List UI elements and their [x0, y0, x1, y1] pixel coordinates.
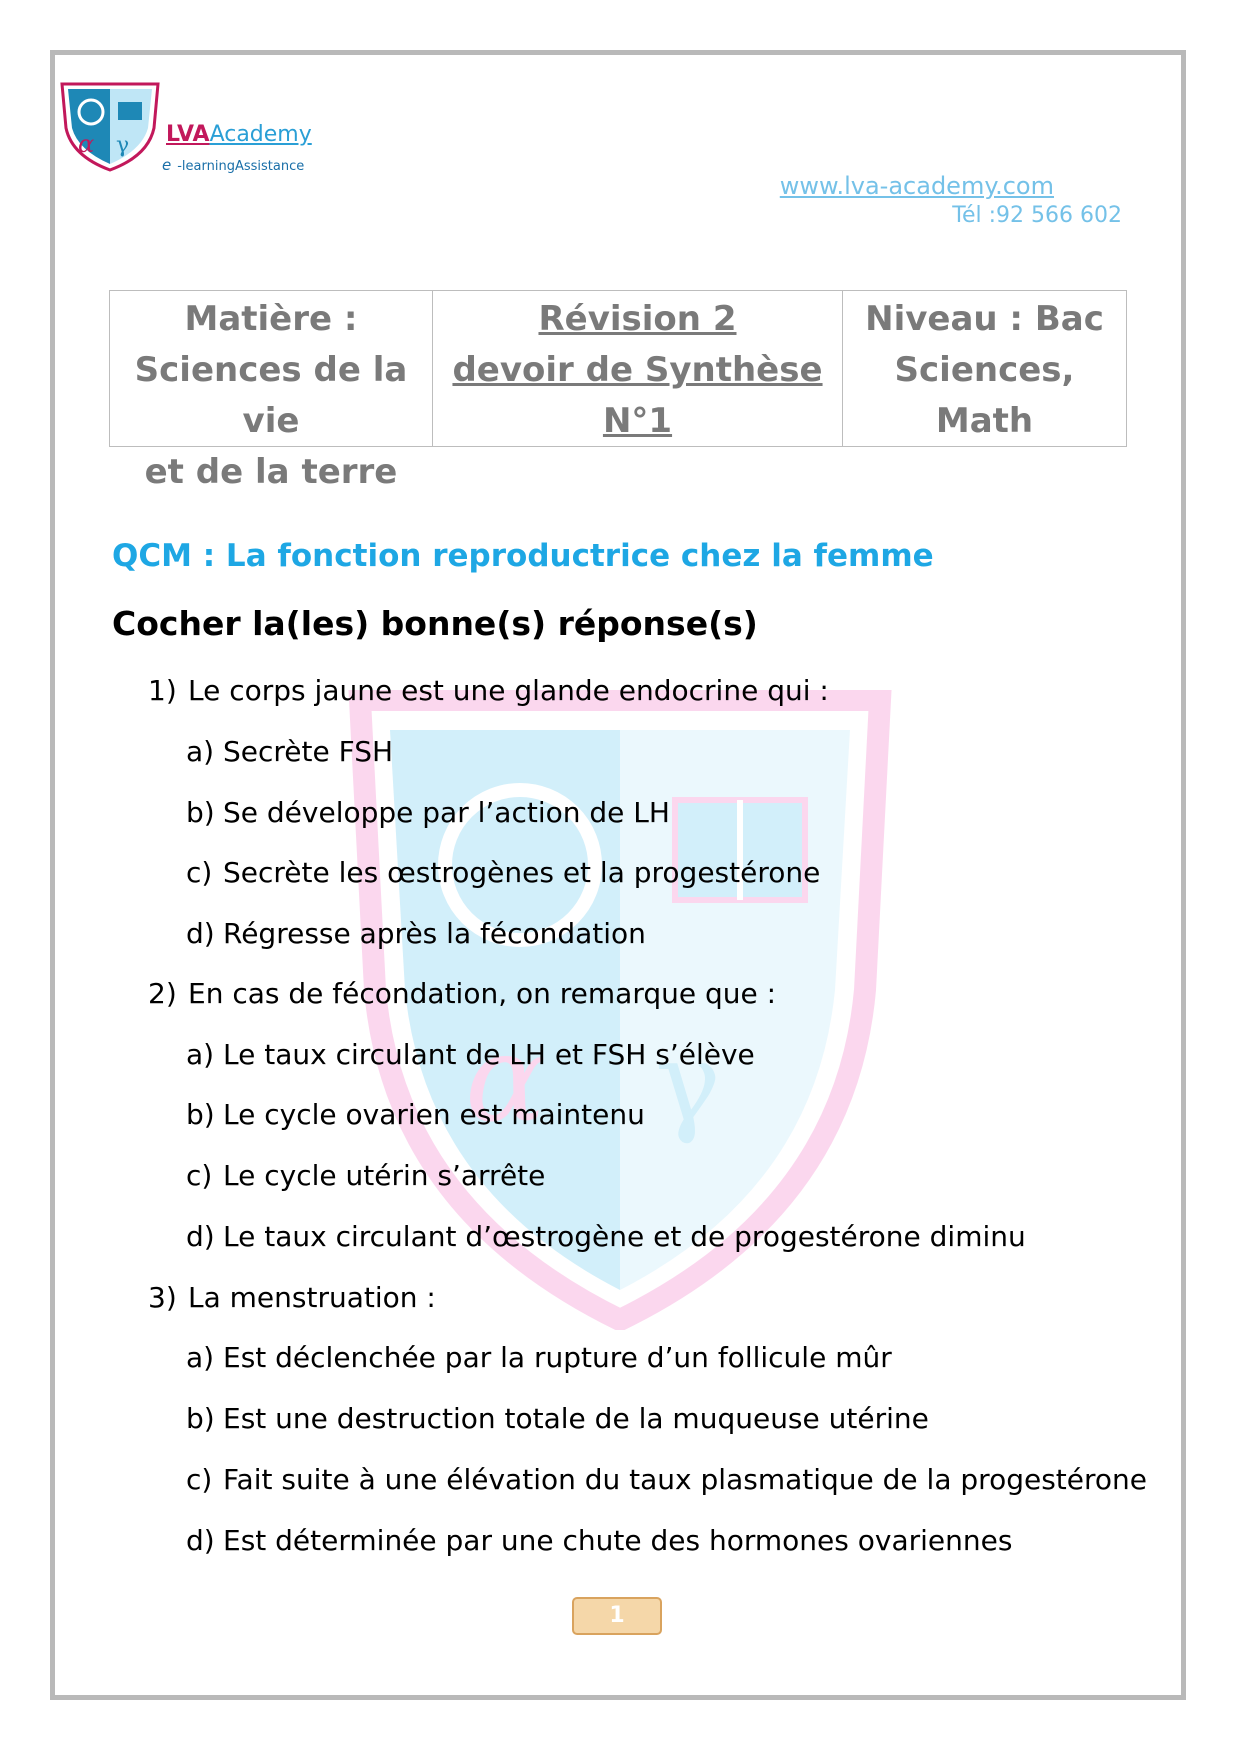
- option-text: Est déterminée par une chute des hormones ovariennes: [223, 1524, 1013, 1557]
- option-2c[interactable]: [186, 1159, 545, 1192]
- level-line-2: Sciences, Math: [894, 350, 1075, 441]
- option-3a[interactable]: [186, 1341, 892, 1374]
- svg-text:α: α: [465, 1010, 547, 1149]
- brand-tagline: [162, 156, 304, 174]
- option-2d[interactable]: [186, 1220, 1026, 1253]
- option-letter: d): [186, 1524, 215, 1557]
- option-text: Fait suite à une élévation du taux plasmatique de la progestérone: [223, 1463, 1147, 1496]
- qcm-title: QCM : La fonction reproductrice chez la femme: [112, 538, 934, 574]
- phone-number: Tél :92 566 602: [952, 203, 1122, 228]
- lva-academy-logo-icon: [58, 80, 162, 172]
- tagline-text: -learningAssistance: [177, 159, 305, 174]
- option-letter: c): [186, 1159, 213, 1192]
- option-letter: b): [186, 796, 215, 829]
- option-1a[interactable]: [186, 735, 393, 768]
- exam-cell: [433, 291, 843, 446]
- option-text: Le cycle ovarien est maintenu: [223, 1098, 645, 1131]
- question-3: [148, 1281, 436, 1314]
- question-text: La menstruation :: [188, 1281, 436, 1314]
- exam-line-1: Révision 2: [538, 299, 737, 339]
- level-cell: [843, 291, 1126, 446]
- option-letter: a): [186, 1038, 215, 1071]
- option-text: Secrète FSH: [223, 735, 394, 768]
- option-3c[interactable]: [186, 1463, 1147, 1496]
- brand-academy: Academy: [209, 122, 312, 147]
- brand-name: [166, 122, 312, 148]
- exam-line-2: devoir de Synthèse: [452, 350, 823, 390]
- tagline-e: e: [162, 156, 172, 174]
- option-3d[interactable]: [186, 1524, 1012, 1557]
- question-text: En cas de fécondation, on remarque que :: [188, 977, 777, 1010]
- page-number: 1: [572, 1597, 662, 1635]
- option-text: Le taux circulant de LH et FSH s’élève: [223, 1038, 755, 1071]
- option-text: Régresse après la fécondation: [223, 917, 646, 950]
- option-text: Est une destruction totale de la muqueuse utérine: [223, 1402, 929, 1435]
- option-text: Le taux circulant d’œstrogène et de progestérone diminu: [223, 1220, 1026, 1253]
- option-text: Le cycle utérin s’arrête: [223, 1159, 546, 1192]
- question-2: [148, 977, 776, 1010]
- option-1b[interactable]: [186, 796, 670, 829]
- option-2b[interactable]: [186, 1098, 645, 1131]
- option-letter: c): [186, 1463, 213, 1496]
- option-letter: b): [186, 1098, 215, 1131]
- subject-line-2: Sciences de la vie: [134, 350, 408, 441]
- svg-text:α: α: [78, 130, 95, 158]
- option-letter: d): [186, 1220, 215, 1253]
- option-text: Est déclenchée par la rupture d’un follicule mûr: [223, 1341, 892, 1374]
- question-text: Le corps jaune est une glande endocrine qui :: [188, 674, 829, 707]
- level-line-1: Niveau : Bac: [865, 299, 1104, 339]
- subject-line-3: et de la terre: [144, 452, 398, 492]
- option-letter: a): [186, 735, 215, 768]
- svg-text:γ: γ: [655, 1018, 721, 1146]
- option-letter: b): [186, 1402, 215, 1435]
- svg-text:γ: γ: [116, 133, 130, 158]
- brand-lva: LVA: [166, 122, 210, 147]
- option-text: Secrète les œstrogènes et la progestérone: [223, 856, 821, 889]
- question-number: 2): [148, 977, 177, 1010]
- option-3b[interactable]: [186, 1402, 929, 1435]
- option-1d[interactable]: [186, 917, 646, 950]
- info-table: [109, 290, 1127, 492]
- instruction: Cocher la(les) bonne(s) réponse(s): [112, 604, 758, 643]
- question-1: [148, 674, 829, 707]
- subject-cell: [110, 291, 433, 492]
- website-link[interactable]: www.lva-academy.com: [779, 172, 1054, 200]
- subject-line-1: Matière :: [184, 299, 358, 339]
- option-2a[interactable]: [186, 1038, 755, 1071]
- option-text: Se développe par l’action de LH: [223, 796, 670, 829]
- exam-line-3: N°1: [602, 401, 673, 441]
- option-letter: a): [186, 1341, 215, 1374]
- question-number: 1): [148, 674, 177, 707]
- option-letter: d): [186, 917, 215, 950]
- question-number: 3): [148, 1281, 177, 1314]
- option-letter: c): [186, 856, 213, 889]
- option-1c[interactable]: [186, 856, 820, 889]
